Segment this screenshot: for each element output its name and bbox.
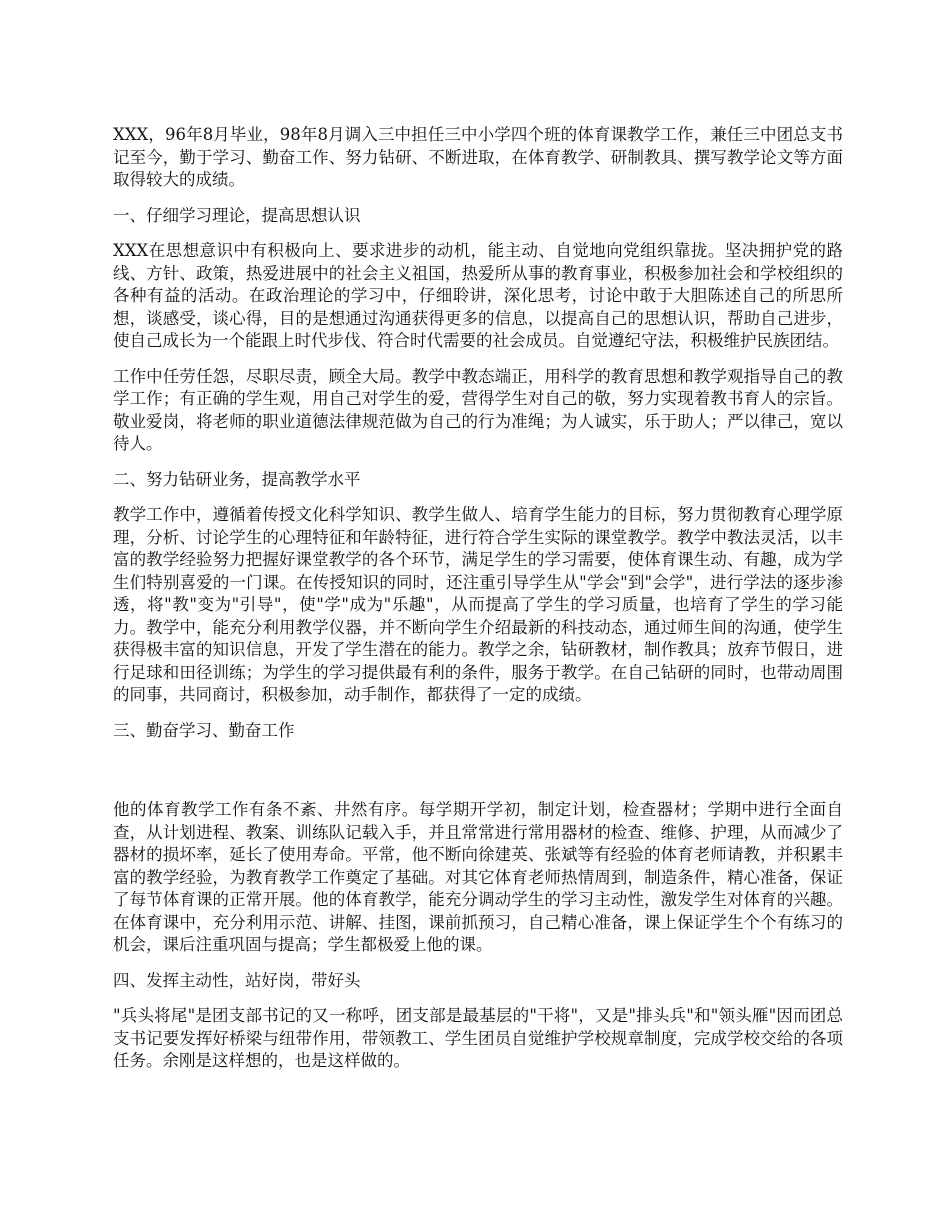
section-heading-2: 二、努力钻研业务，提高教学水平 bbox=[113, 469, 361, 489]
section-1-paragraph-1: XXX在思想意识中有积极向上、要求进步的动机，能主动、自觉地向党组织靠拢。坚决拥护党的路线、方针、政策，热爱进展中的社会主义祖国，热爱所从事的教育事业，积极参加社会和学校组织的各种有益的活动。在政治理论的学习中，仔细聆讲，深化思考，讨论中敢于大胆陈述自己的所思所想，谈感受，谈心得，目的是想通过沟通获得更多的信息，以提高自己的思想认识，帮助自己进步，使自己成长为一个能跟上时代步伐、符合时代需要的社会成员。自觉遵纪守法，积极维护民族团结。 bbox=[113, 241, 843, 350]
section-heading-4: 四、发挥主动性，站好岗，带好头 bbox=[113, 970, 361, 990]
section-1-paragraph-2: 工作中任劳任怨，尽职尽责，顾全大局。教学中教态端正，用科学的教育思想和教学观指导自己的教学工作；有正确的学生观，用自己对学生的爱，营得学生对自己的敬，努力实现着教书育人的宗旨。敬业爱岗，将老师的职业道德法律规范做为自己的行为准绳；为人诚实，乐于助人；严以律己，宽以待人。 bbox=[113, 366, 843, 453]
section-4-paragraph-1: "兵头将尾"是团支部书记的又一称呼，团支部是最基层的"干将"，又是"排头兵"和"领头雁"因而团总支书记要发挥好桥梁与纽带作用，带领教工、学生团员自觉维护学校规章制度，完成学校交给的各项任务。余刚是这样想的，也是这样做的。 bbox=[113, 1006, 843, 1070]
section-2-paragraph-1: 教学工作中，遵循着传授文化科学知识、教学生做人、培育学生能力的目标，努力贯彻教育心理学原理，分析、讨论学生的心理特征和年龄特征，进行符合学生实际的课堂教学。教学中教法灵活，以丰富的教学经验努力把握好课堂教学的各个环节，满足学生的学习需要，使体育课生动、有趣，成为学生们特别喜爱的一门课。在传授知识的同时，还注重引导学生从"学会"到"会学"，进行学法的逐步渗透，将"教"变为"引导"，使"学"成为"乐趣"，从而提高了学生的学习质量，也培育了学生的学习能力。教学中，能充分利用教学仪器，并不断向学生介绍最新的科技动态，通过师生间的沟通，使学生获得极丰富的知识信息，开发了学生潜在的能力。教学之余，钻研教材，制作教具；放弃节假日，进行足球和田径训练；为学生的学习提供最有利的条件，服务于教学。在自己钻研的同时，也带动周围的同事，共同商讨，积极参加，动手制作，都获得了一定的成绩。 bbox=[113, 505, 843, 704]
section-heading-1: 一、仔细学习理论，提高思想认识 bbox=[113, 205, 361, 225]
document-page bbox=[113, 124, 843, 1086]
intro-paragraph: XXX，96年8月毕业，98年8月调入三中担任三中小学四个班的体育课教学工作，兼任三中团总支书记至今，勤于学习、勤奋工作、努力钻研、不断进取，在体育教学、研制教具、撰写教学论文等方面取得较大的成绩。 bbox=[113, 125, 843, 189]
section-heading-3: 三、勤奋学习、勤奋工作 bbox=[113, 720, 295, 740]
blank-spacer bbox=[113, 755, 843, 799]
section-3-paragraph-1: 他的体育教学工作有条不紊、井然有序。每学期开学初，制定计划，检查器材；学期中进行全面自查，从计划进程、教案、训练队记载入手，并且常常进行常用器材的检查、维修、护理，从而减少了器材的损坏率，延长了使用寿命。平常，他不断向徐建英、张斌等有经验的体育老师请教，并积累丰富的教学经验，为教育教学工作奠定了基础。对其它体育老师热情周到，制造条件，精心准备，保证了每节体育课的正常开展。他的体育教学，能充分调动学生的学习主动性，激发学生对体育的兴趣。在体育课中，充分利用示范、讲解、挂图，课前抓预习，自己精心准备，课上保证学生个个有练习的机会，课后注重巩固与提高；学生都极爱上他的课。 bbox=[113, 800, 843, 954]
